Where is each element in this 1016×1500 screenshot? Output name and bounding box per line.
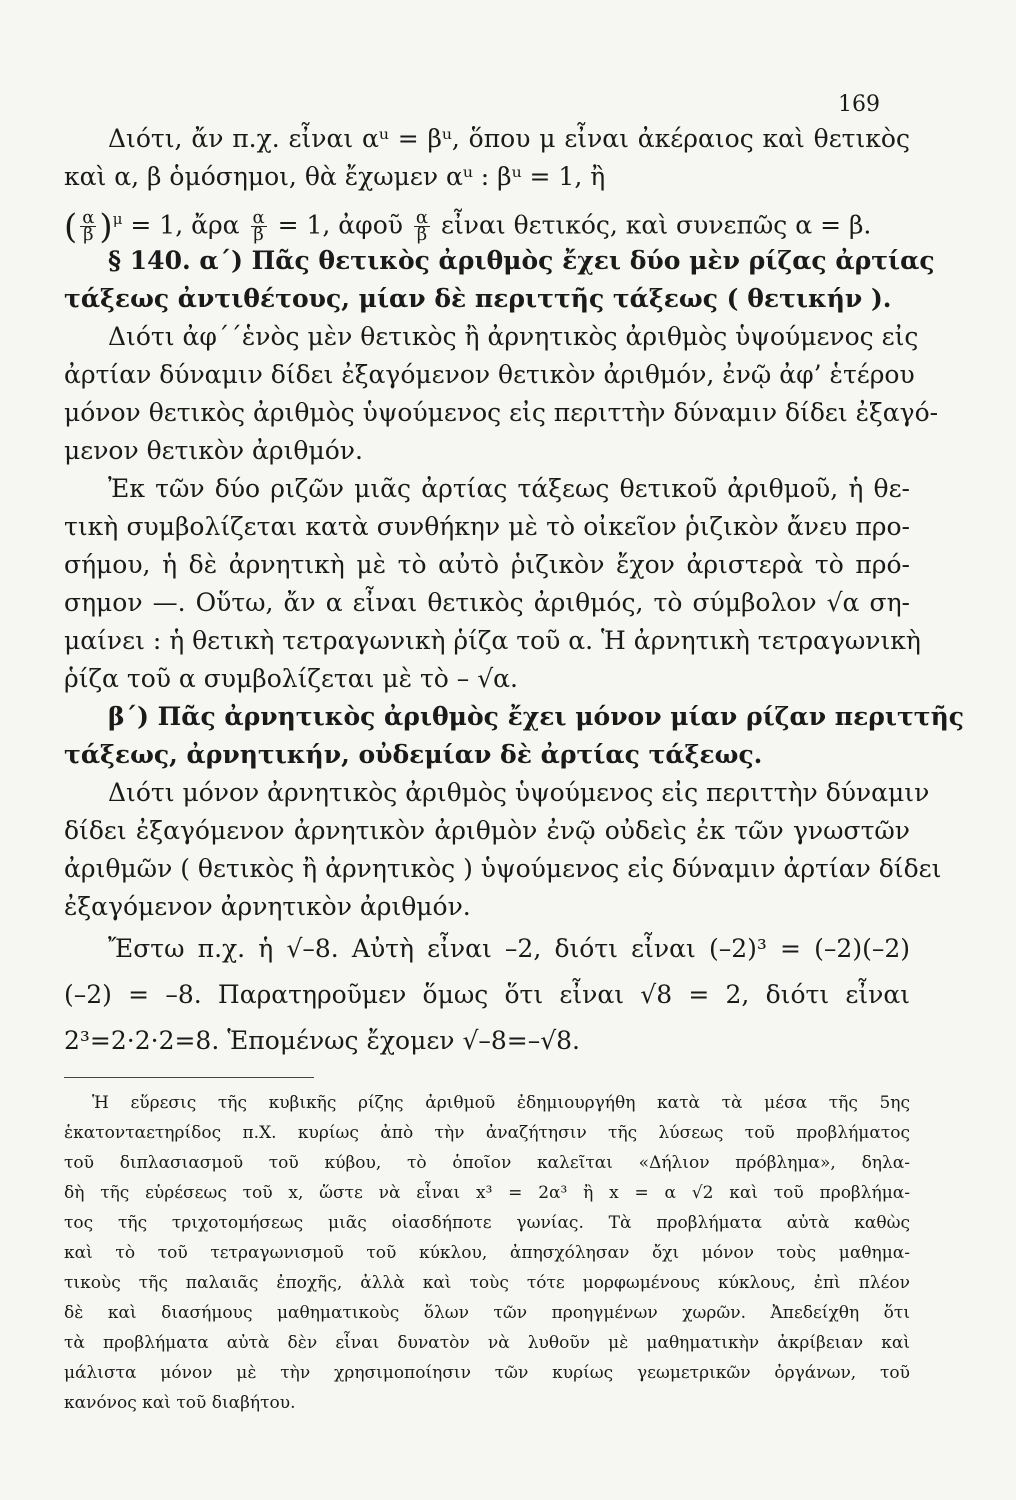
main-text bbox=[64, 120, 965, 1064]
paren-open: ( bbox=[64, 206, 78, 247]
footnote-line: κανόνος καὶ τοῦ διαβήτου. bbox=[64, 1393, 296, 1413]
footnote bbox=[64, 1088, 910, 1418]
footnote-line: καὶ τὸ τοῦ τετραγωνισμοῦ τοῦ κύκλου, ἀπησχόλησαν ὄχι μόνον τοὺς μαθημα- bbox=[64, 1243, 910, 1263]
text-line: σημον —. Οὕτω, ἄν α εἶναι θετικὸς ἀριθμός, τὸ σύμβολον √α ση- bbox=[64, 588, 910, 617]
section-heading-cont: τάξεως, ἀρνητικήν, οὐδεμίαν δὲ ἀρτίας τάξεως. bbox=[64, 740, 763, 769]
footnote-line: τος τῆς τριχοτομήσεως μιᾶς οἱασδήποτε γωνίας. Τὰ προβλήματα αὐτὰ καθὼς bbox=[64, 1213, 910, 1233]
text-line: ῥίζα τοῦ α συμβολίζεται μὲ τὸ – √α. bbox=[64, 664, 519, 693]
footnote-rule bbox=[64, 1077, 314, 1078]
text-line: τικὴ συμβολίζεται κατὰ συνθήκην μὲ τὸ οἰκεῖον ῥιζικὸν ἄνευ προ- bbox=[64, 512, 910, 541]
text-segment: = 1, ἀφοῦ bbox=[277, 210, 403, 240]
math-line: 2³=2·2·2=8. Ἑπομένως ἔχομεν √–8=–√8. bbox=[64, 1026, 581, 1055]
section-heading-cont: τάξεως ἀντιθέτους, μίαν δὲ περιττῆς τάξεως ( θετικήν ). bbox=[64, 284, 892, 313]
text-line: ἀριθμῶν ( θετικὸς ἢ ἀρνητικὸς ) ὑψούμενος εἰς δύναμιν ἀρτίαν δίδει bbox=[64, 854, 942, 883]
exponent: μ bbox=[112, 210, 123, 228]
text-line: μόνον θετικὸς ἀριθμὸς ὑψούμενος εἰς περιττὴν δύναμιν δίδει ἐξαγό- bbox=[64, 398, 939, 427]
fraction: $\frac{\alpha}{\beta}$ bbox=[415, 207, 429, 246]
math-line: Ἔστω π.χ. ἡ √–8. Αὐτὴ εἶναι –2, διότι εἶναι (–2)³ = (–2)(–2) bbox=[108, 934, 910, 963]
section-heading: § 140. α΄) Πᾶς θετικὸς ἀριθμὸς ἔχει δύο μὲν ρίζας ἀρτίας bbox=[108, 246, 935, 275]
text-line: ἀρτίαν δύναμιν δίδει ἐξαγόμενον θετικὸν ἀριθμόν, ἐνῷ ἀφ’ ἑτέρου bbox=[64, 360, 915, 389]
fraction: $\frac{\alpha}{\beta}$ bbox=[252, 207, 265, 246]
text-line: Διότι μόνον ἀρνητικὸς ἀριθμὸς ὑψούμενος εἰς περιττὴν δύναμιν bbox=[108, 778, 930, 807]
fraction: $\frac{\alpha}{\beta}$ bbox=[82, 207, 95, 246]
text-segment: εἶναι θετικός, καὶ συνεπῶς α = β. bbox=[441, 210, 872, 240]
footnote-line: μάλιστα μόνον μὲ τὴν χρησιμοποίησιν τῶν κυρίως γεωμετρικῶν ὀργάνων, τοῦ bbox=[64, 1363, 910, 1383]
footnote-line: τοῦ διπλασιασμοῦ τοῦ κύβου, τὸ ὁποῖον καλεῖται «Δήλιον πρόβλημα», δηλα- bbox=[64, 1153, 910, 1173]
text-line: δίδει ἐξαγόμενον ἀρνητικὸν ἀριθμὸν ἐνῷ οὐδεὶς ἐκ τῶν γνωστῶν bbox=[64, 816, 910, 845]
text-line: σήμου, ἡ δὲ ἀρνητικὴ μὲ τὸ αὐτὸ ῥιζικὸν ἔχον ἀριστερὰ τὸ πρό- bbox=[64, 550, 910, 579]
fraction-line bbox=[64, 196, 910, 247]
text-line: ἐξαγόμενον ἀρνητικὸν ἀριθμόν. bbox=[64, 892, 471, 921]
math-line: (–2) = –8. Παρατηροῦμεν ὅμως ὅτι εἶναι √8 = 2, διότι εἶναι bbox=[64, 980, 910, 1009]
footnote-line: δὲ καὶ διασήμους μαθηματικοὺς ὅλων τῶν προηγμένων χωρῶν. Ἀπεδείχθη ὅτι bbox=[64, 1303, 910, 1323]
text-line: καὶ α, β ὁμόσημοι, θὰ ἔχωμεν αᵘ : βᵘ = 1, ἢ bbox=[64, 162, 606, 191]
text-line: Ἐκ τῶν δύο ριζῶν μιᾶς ἀρτίας τάξεως θετικοῦ ἀριθμοῦ, ἡ θε- bbox=[108, 474, 910, 503]
footnote-line: δὴ τῆς εὑρέσεως τοῦ x, ὥστε νὰ εἶναι x³ = 2α³ ἢ x = α √2 καὶ τοῦ προβλήμα- bbox=[64, 1183, 910, 1203]
text-segment: = 1, ἄρα bbox=[130, 210, 240, 240]
section-heading: β΄) Πᾶς ἀρνητικὸς ἀριθμὸς ἔχει μόνον μίαν ρίζαν περιττῆς bbox=[108, 702, 965, 731]
page-number: 169 bbox=[838, 92, 880, 117]
footnote-line: Ἡ εὕρεσις τῆς κυβικῆς ρίζης ἀριθμοῦ ἐδημιουργήθη κατὰ τὰ μέσα τῆς 5ης bbox=[92, 1093, 910, 1113]
paren-close: ) bbox=[99, 206, 113, 247]
text-line: μενον θετικὸν ἀριθμόν. bbox=[64, 436, 363, 465]
footnote-line: τικοὺς τῆς παλαιᾶς ἐποχῆς, ἀλλὰ καὶ τοὺς τότε μορφωμένους κύκλους, ἐπὶ πλέον bbox=[64, 1273, 910, 1293]
text-line: Διότι ἀφ΄΄ἑνὸς μὲν θετικὸς ἢ ἀρνητικὸς ἀριθμὸς ὑψούμενος εἰς bbox=[108, 322, 919, 351]
text-line: Διότι, ἄν π.χ. εἶναι αᵘ = βᵘ, ὅπου μ εἶναι ἀκέραιος καὶ θετικὸς bbox=[108, 124, 910, 153]
footnote-line: τὰ προβλήματα αὐτὰ δὲν εἶναι δυνατὸν νὰ λυθοῦν μὲ μαθηματικὴν ἀκρίβειαν καὶ bbox=[64, 1333, 910, 1353]
footnote-line: ἑκατονταετηρίδος π.Χ. κυρίως ἀπὸ τὴν ἀναζήτησιν τῆς λύσεως τοῦ προβλήματος bbox=[64, 1123, 910, 1143]
text-line: μαίνει : ἡ θετικὴ τετραγωνικὴ ῥίζα τοῦ α. Ἡ ἀρνητικὴ τετραγωνικὴ bbox=[64, 626, 921, 655]
